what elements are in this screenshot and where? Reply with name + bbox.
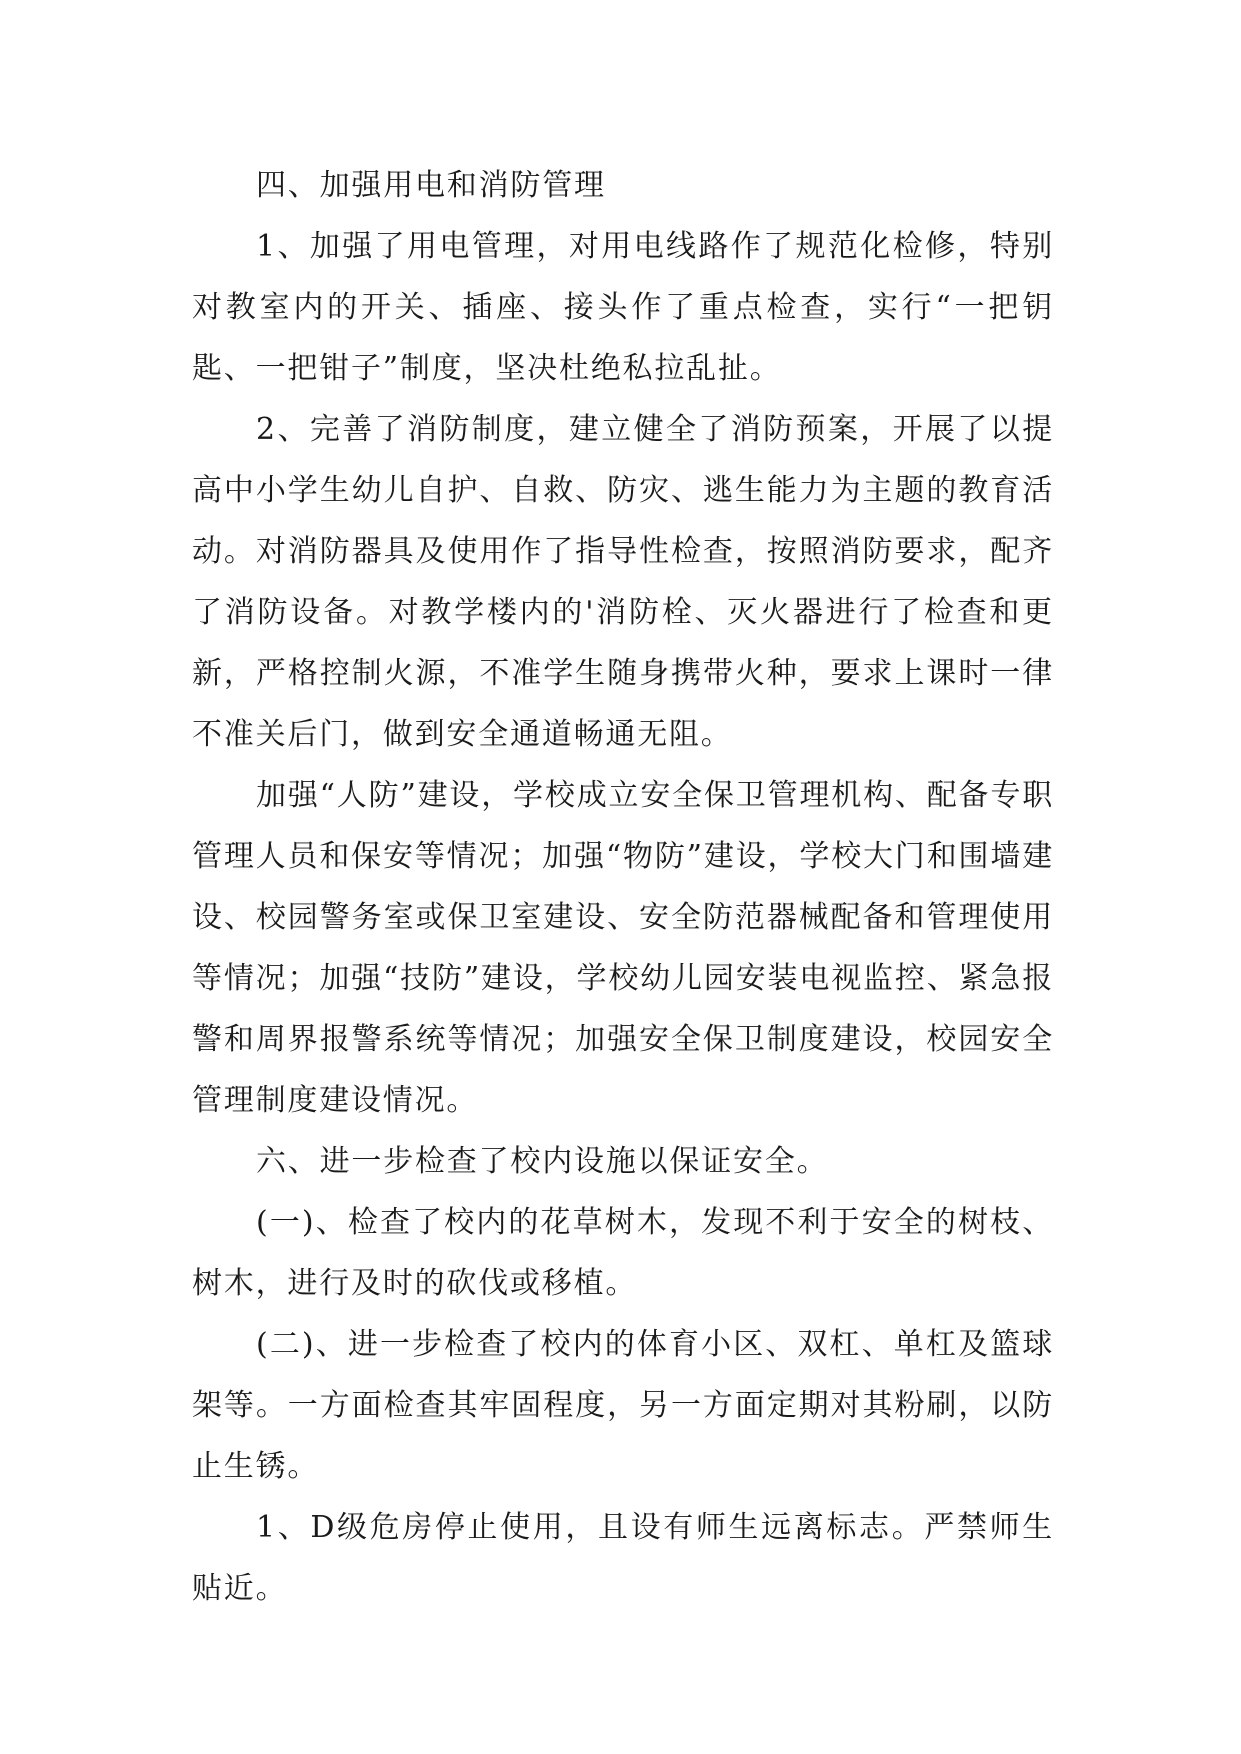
paragraph-electricity: 1、加强了用电管理，对用电线路作了规范化检修，特别对教室内的开关、插座、接头作了重点检查，实行“一把钥匙、一把钳子”制度，坚决杜绝私拉乱扯。: [192, 229, 1054, 386]
paragraph-dangerous-buildings: 1、D级危房停止使用，且设有师生远离标志。严禁师生贴近。: [192, 1510, 1054, 1606]
paragraph-fire-safety: 2、完善了消防制度，建立健全了消防预案，开展了以提高中小学生幼儿自护、自救、防灾、逃生能力为主题的教育活动。对消防器具及使用作了指导性检查，按照消防要求，配齐了消防设备。对教学楼内的'消防栓、灭火器进行了检查和更新，严格控制火源，不准学生随身携带火种，要求上课时一律不准关后门，做到安全通道畅通无阻。: [192, 412, 1054, 752]
paragraph-trees: (一)、检查了校内的花草树木，发现不利于安全的树枝、树木，进行及时的砍伐或移植。: [192, 1205, 1054, 1301]
document-body: [192, 155, 1054, 1619]
paragraph-security-construction: 加强“人防”建设，学校成立安全保卫管理机构、配备专职管理人员和保安等情况；加强“物防”建设，学校大门和围墙建设、校园警务室或保卫室建设、安全防范器械配备和管理使用等情况；加强“技防”建设，学校幼儿园安装电视监控、紧急报警和周界报警系统等情况；加强安全保卫制度建设，校园安全管理制度建设情况。: [192, 778, 1054, 1118]
heading-section-4: 四、加强用电和消防管理: [256, 168, 606, 203]
heading-section-6: 六、进一步检查了校内设施以保证安全。: [256, 1144, 829, 1179]
paragraph-sports-facilities: (二)、进一步检查了校内的体育小区、双杠、单杠及篮球架等。一方面检查其牢固程度，另一方面定期对其粉刷，以防止生锈。: [192, 1327, 1054, 1484]
